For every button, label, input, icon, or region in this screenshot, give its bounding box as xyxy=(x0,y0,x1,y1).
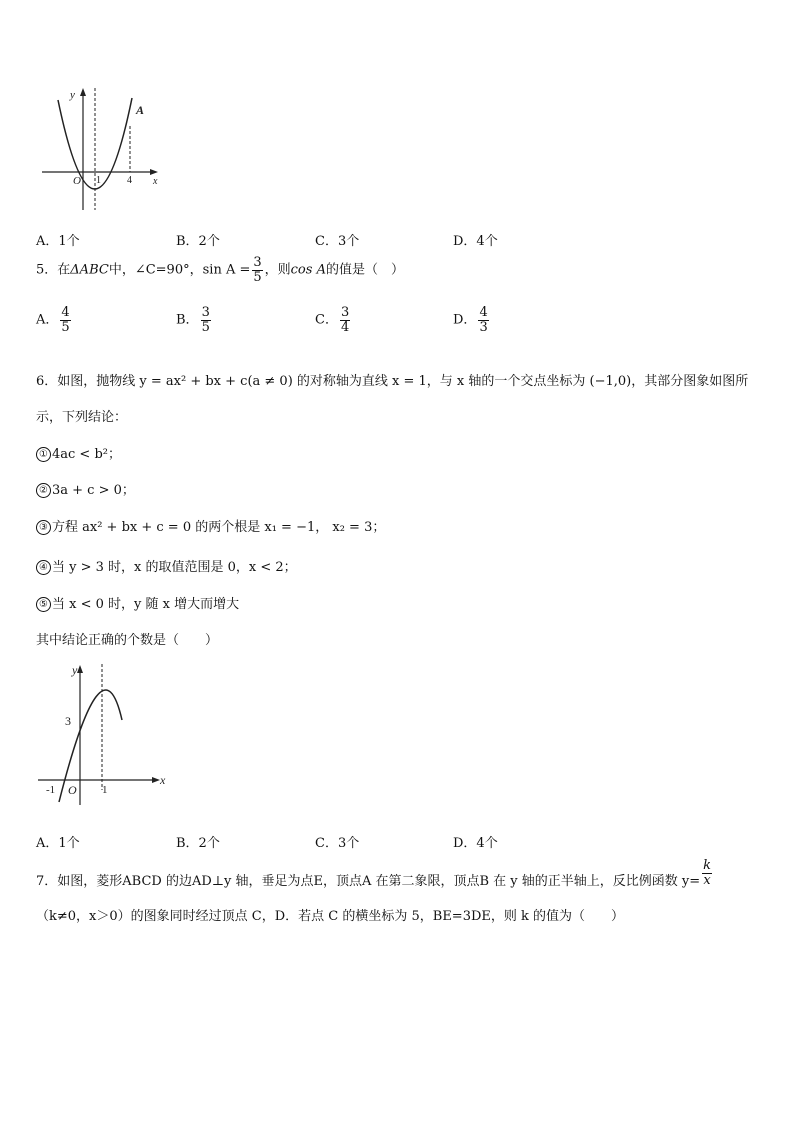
q5-option-c: C． $\frac{3}{4}$ xyxy=(315,305,350,335)
q5-sin-label: sin A = xyxy=(202,262,251,278)
q6-question: 其中结论正确的个数是（ ） xyxy=(36,633,219,648)
q5-text-a: 在 xyxy=(57,262,71,278)
q5-option-d: D． $\frac{4}{3}$ xyxy=(453,305,488,335)
q5-cos-label: cos A xyxy=(290,262,326,278)
graph2-origin: O xyxy=(68,783,77,797)
q4-option-b: B．2个 xyxy=(176,234,220,249)
q6-stem-line1: 6．如图，抛物线 y = ax² + bx + c(a ≠ 0) 的对称轴为直线 x = 1，与 x 轴的一个交点坐标为 (−1,0)，其部分图象如图所 xyxy=(36,374,749,389)
q4-option-a: A．1个 xyxy=(36,234,80,249)
q5-text-c: ，则 xyxy=(264,262,291,278)
q6-option-a: A．1个 xyxy=(36,836,80,851)
q6-item-3: ③ 方程 ax² + bx + c = 0 的两个根是 x₁ = −1， x₂ = 3； xyxy=(36,516,385,535)
q5-triangle: ΔABC xyxy=(70,262,109,278)
q5-sin-num: 3 xyxy=(253,255,262,270)
q6-option-b: B．2个 xyxy=(176,836,220,851)
graph1-y-label: y xyxy=(70,89,75,101)
q5-option-a: A． $\frac{4}{5}$ xyxy=(36,305,70,335)
q6-item-4: ④ 当 y > 3 时，x 的取值范围是 0，x < 2； xyxy=(36,556,297,575)
q6-item-5: ⑤ 当 x < 0 时，y 随 x 增大而增大 xyxy=(36,593,239,612)
q4-option-d: D．4个 xyxy=(453,234,498,249)
graph1-origin: O xyxy=(73,175,81,187)
q7-fraction: $\frac{k}{x}$ xyxy=(703,858,712,888)
q6-option-c: C．3个 xyxy=(315,836,360,851)
q6-item-2: ② 3a + c > 0； xyxy=(36,479,135,498)
q6-item-1: ① 4ac < b²； xyxy=(36,443,121,462)
q5-text-d: 的值是（ ） xyxy=(325,262,404,278)
graph1-tick-4: 4 xyxy=(127,175,132,186)
q6-option-d: D．4个 xyxy=(453,836,498,851)
graph1-point-a: A xyxy=(136,103,145,117)
q5-sin-den: 5 xyxy=(253,269,262,285)
graph1-x-label: x xyxy=(153,176,158,187)
graph1-tick-1: 1 xyxy=(96,175,101,186)
q5-text-b: 中，∠C=90°， xyxy=(108,262,203,278)
q7-line2: （k≠0，x＞0）的图象同时经过顶点 C，D．若点 C 的横坐标为 5，BE=3DE，则 k 的值为（ ） xyxy=(36,909,625,924)
q5-sin-fraction xyxy=(252,256,262,284)
q5-number: 5． xyxy=(36,262,58,278)
graph-parabola-q4 xyxy=(36,84,166,216)
graph2-y-label: y xyxy=(72,663,78,677)
q4-option-c: C．3个 xyxy=(315,234,360,249)
graph2-label-3: 3 xyxy=(65,714,71,728)
q5-option-b: B． $\frac{3}{5}$ xyxy=(176,305,210,335)
graph2-label-neg1: -1 xyxy=(46,784,56,796)
q6-stem-line2: 示，下列结论： xyxy=(36,410,128,425)
q5-stem xyxy=(36,256,404,284)
q7-text-1: 7．如图，菱形ABCD 的边AD⊥y 轴，垂足为点E，顶点A 在第二象限，顶点B 在 y 轴的正半轴上，反比例函数 y= xyxy=(36,874,701,889)
graph-parabola-q6 xyxy=(36,660,176,810)
q7-line1 xyxy=(36,858,714,889)
graph2-label-1: 1 xyxy=(102,784,108,796)
graph2-x-label: x xyxy=(160,773,166,787)
